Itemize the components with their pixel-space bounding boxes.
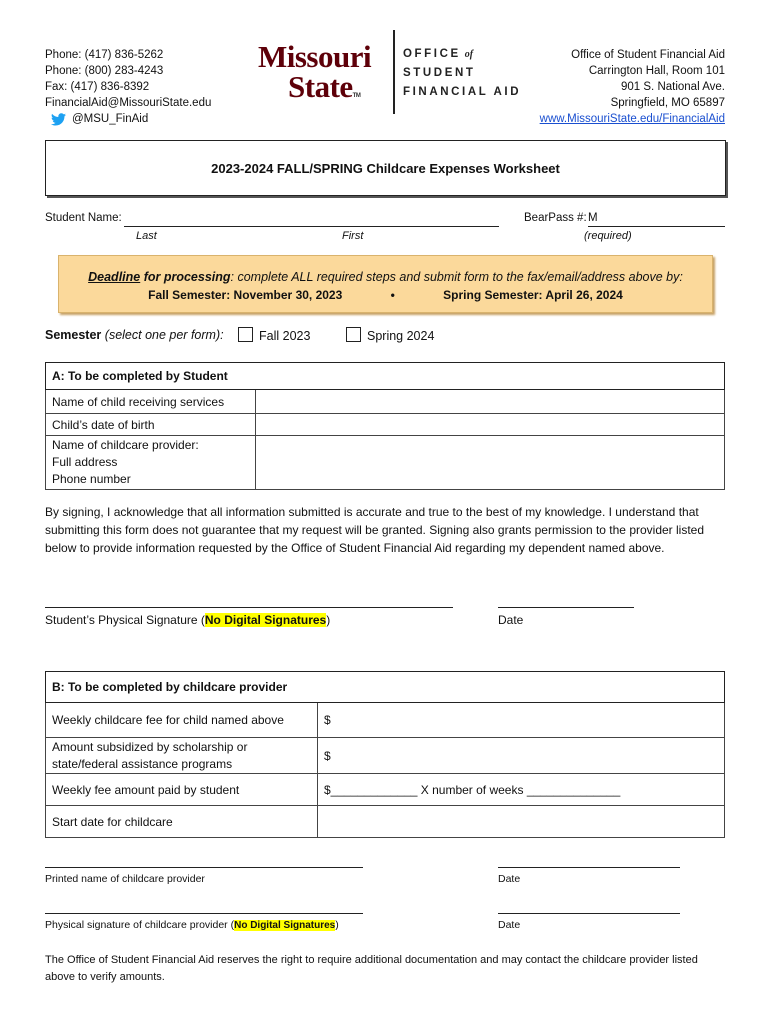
footer-note: The Office of Student Financial Aid reserves the right to require additional documentation and may contact the childcare provider listed above to verify amounts.	[45, 954, 698, 983]
email[interactable]: FinancialAid@MissouriState.edu	[45, 97, 212, 109]
bearpass-required: (required)	[584, 230, 632, 242]
spring-option[interactable]	[346, 327, 434, 343]
student-date-line[interactable]	[498, 607, 634, 608]
address-line-4: Springfield, MO 65897	[610, 97, 725, 109]
provider-info-field[interactable]	[256, 436, 725, 490]
child-name-label: Name of child receiving services	[46, 390, 256, 414]
student-name-label: Student Name:	[45, 212, 122, 224]
website-link[interactable]: www.MissouriState.edu/FinancialAid	[539, 113, 725, 125]
student-date-label: Date	[498, 613, 524, 627]
weekly-fee-label: Weekly childcare fee for child named above	[46, 703, 318, 738]
provider-date-label-1: Date	[498, 873, 521, 885]
subsidy-label: Amount subsidized by scholarship or state/federal assistance programs	[46, 738, 318, 774]
section-a-table	[45, 362, 725, 490]
section-b-header: B: To be completed by childcare provider	[46, 672, 725, 703]
student-paid-label: Weekly fee amount paid by student	[46, 774, 318, 806]
office-of: of	[464, 49, 474, 60]
provider-name-caption: Name of childcare provider:	[52, 438, 199, 452]
student-name-field[interactable]	[124, 214, 499, 227]
deadline-bullet: •	[390, 288, 395, 302]
child-dob-label: Child’s date of birth	[46, 414, 256, 436]
deadline-processing: for processing	[140, 270, 231, 284]
provider-date-line-1[interactable]	[498, 867, 680, 868]
provider-signature-line[interactable]	[45, 913, 363, 914]
office-line-1: OFFICE	[403, 48, 461, 60]
header-divider	[393, 30, 395, 114]
address-line-2: Carrington Hall, Room 101	[588, 65, 725, 77]
missouri-state-logo	[258, 39, 372, 111]
child-name-field[interactable]	[256, 390, 725, 414]
section-a-header: A: To be completed by Student	[46, 363, 725, 390]
office-address	[540, 47, 725, 127]
office-line-3: FINANCIAL AID	[403, 86, 522, 98]
start-date-label: Start date for childcare	[46, 806, 318, 838]
phone-2: Phone: (800) 283-4243	[45, 65, 164, 77]
twitter-icon	[51, 113, 66, 126]
semester-label: Semester	[45, 328, 102, 342]
bearpass-label: BearPass #:	[524, 212, 587, 224]
weekly-fee-field[interactable]: $	[318, 703, 725, 738]
provider-no-digital-highlight: No Digital Signatures	[234, 920, 336, 931]
deadline-box	[58, 255, 713, 313]
provider-info-label	[46, 436, 256, 490]
semester-hint: (select one per form):	[104, 328, 224, 342]
address-line-1: Office of Student Financial Aid	[571, 49, 725, 61]
contact-info	[45, 47, 211, 131]
form-title: 2023-2024 FALL/SPRING Childcare Expenses Worksheet	[45, 140, 726, 196]
provider-date-label-2: Date	[498, 919, 521, 931]
no-digital-signatures-highlight: No Digital Signatures	[204, 613, 327, 627]
section-b-table	[45, 671, 725, 838]
office-title	[403, 45, 521, 102]
student-signature-label: Student’s Physical Signature (No Digital Signatures)	[45, 613, 331, 627]
logo-tm: TM	[352, 93, 361, 99]
acknowledgement-text: By signing, I acknowledge that all information submitted is accurate and true to the best of my knowledge. I understand that submitting this form does not guarantee that my request will be granted. Signing also grants permission to the provider listed below to provide information requested by the Office of Student Financial Aid regarding my dependent named above.	[45, 505, 705, 555]
fall-option[interactable]	[238, 327, 310, 343]
deadline-instructions: : complete ALL required steps and submit form to the fax/email/address above by:	[230, 270, 683, 284]
student-signature-line[interactable]	[45, 607, 453, 608]
provider-name-line[interactable]	[45, 867, 363, 868]
subsidy-field[interactable]: $	[318, 738, 725, 774]
provider-phone-caption: Phone number	[52, 472, 131, 486]
bearpass-prefix: M	[588, 212, 598, 224]
spring-deadline: Spring Semester: April 26, 2024	[443, 288, 623, 302]
office-line-2: STUDENT	[403, 67, 476, 79]
logo-line-2: State	[288, 69, 353, 104]
twitter-handle[interactable]	[51, 111, 148, 127]
student-paid-field[interactable]: $_____________ X number of weeks ______________	[318, 774, 725, 806]
provider-address-caption: Full address	[52, 455, 118, 469]
last-name-caption: Last	[136, 230, 157, 242]
start-date-field[interactable]	[318, 806, 725, 838]
provider-date-line-2[interactable]	[498, 913, 680, 914]
fax: Fax: (417) 836-8392	[45, 81, 150, 93]
spring-checkbox[interactable]	[346, 327, 361, 342]
first-name-caption: First	[342, 230, 364, 242]
twitter-label: @MSU_FinAid	[72, 113, 149, 125]
deadline-label: Deadline	[88, 270, 141, 284]
spring-option-label: Spring 2024	[367, 329, 435, 343]
semester-row	[45, 328, 224, 342]
fall-checkbox[interactable]	[238, 327, 253, 342]
logo-line-1: Missouri	[258, 39, 372, 74]
address-line-3: 901 S. National Ave.	[621, 81, 725, 93]
fall-option-label: Fall 2023	[259, 329, 311, 343]
printed-name-label: Printed name of childcare provider	[45, 873, 205, 885]
bearpass-field[interactable]	[588, 212, 725, 227]
child-dob-field[interactable]	[256, 414, 725, 436]
phone-1: Phone: (417) 836-5262	[45, 49, 164, 61]
fall-deadline: Fall Semester: November 30, 2023	[148, 288, 343, 302]
provider-signature-label: Physical signature of childcare provider (No Digital Signatures)	[45, 919, 339, 931]
